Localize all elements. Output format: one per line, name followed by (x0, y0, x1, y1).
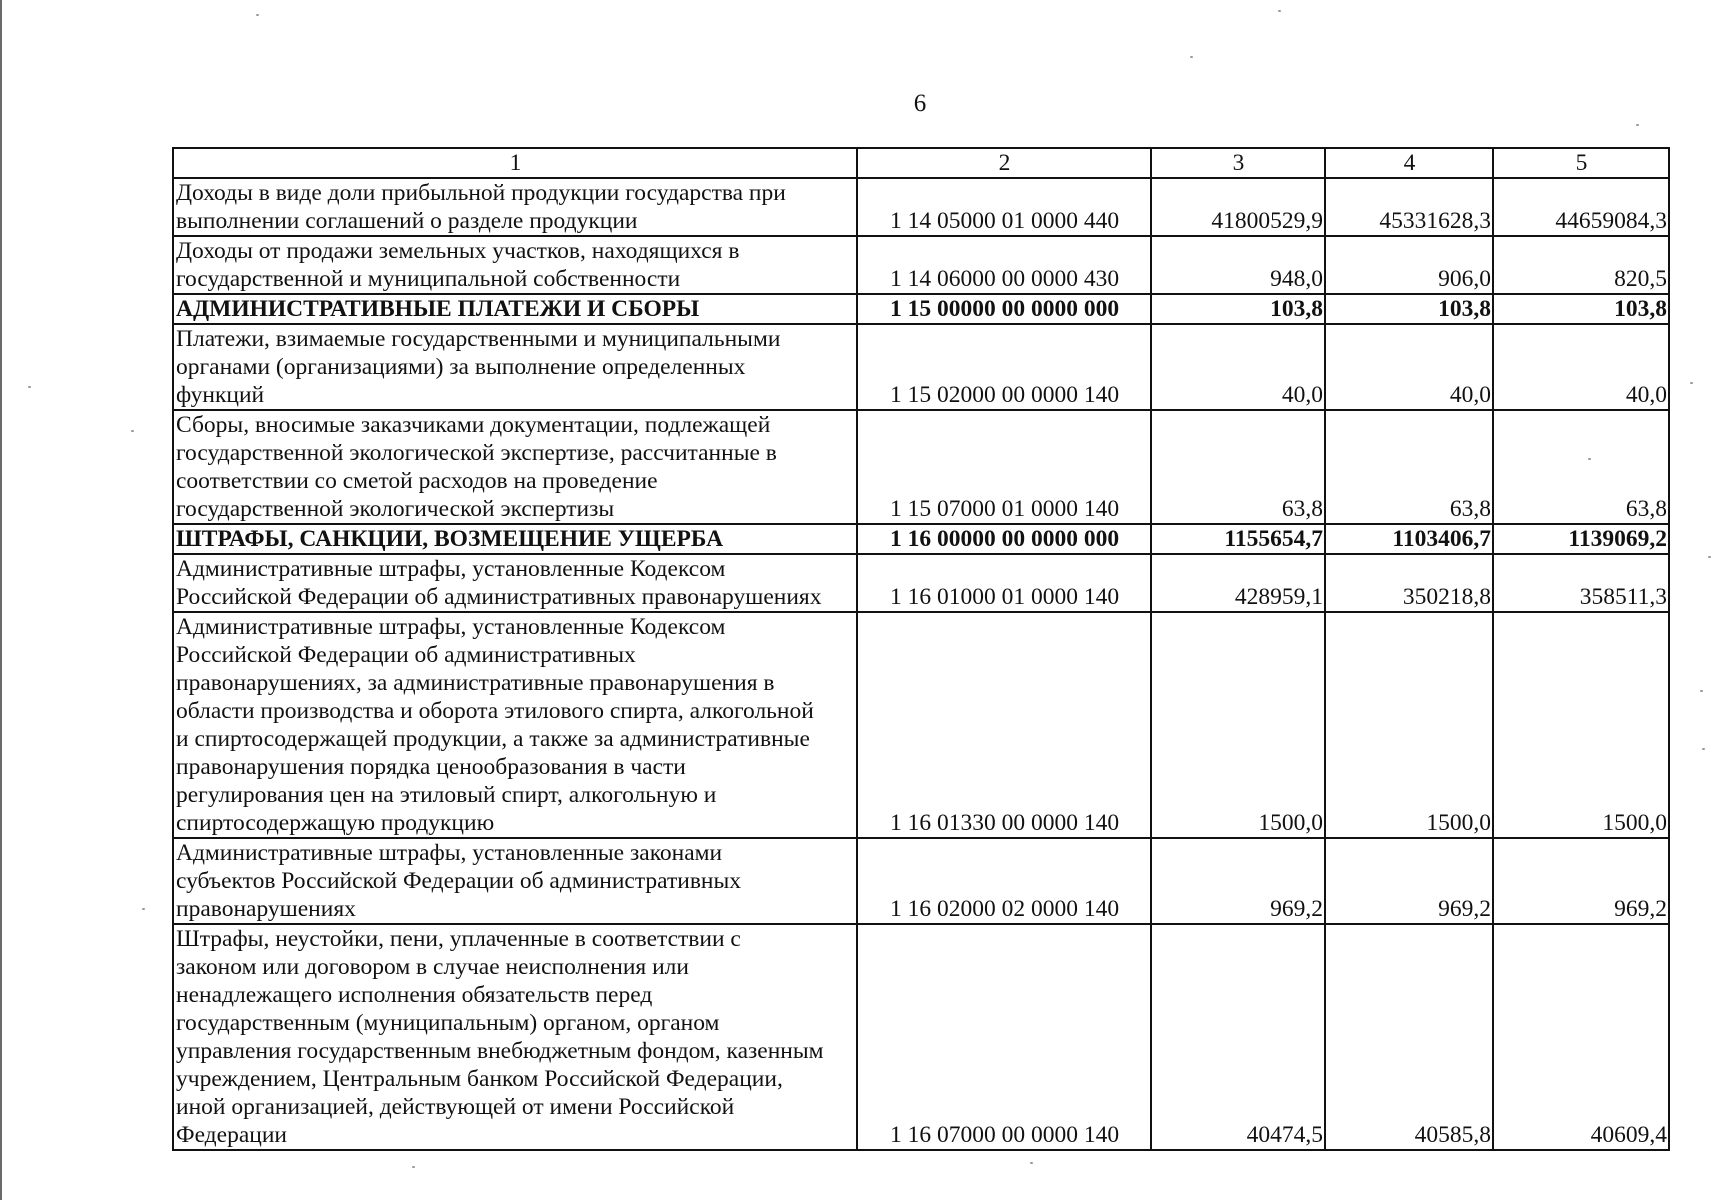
header-cell-col5: 5 (1493, 148, 1669, 178)
row-value-col3: 40474,5 (1151, 924, 1325, 1150)
table-row (173, 838, 1669, 924)
header-cell-col4: 4 (1325, 148, 1493, 178)
row-value-col4: 350218,8 (1325, 554, 1493, 612)
scan-speck (1190, 56, 1193, 58)
row-value-col4: 40585,8 (1325, 924, 1493, 1150)
row-name-line: государственной и муниципальной собственности (176, 266, 681, 292)
row-value-col4: 969,2 (1325, 838, 1493, 924)
row-value-col3: 103,8 (1151, 294, 1325, 324)
row-name-line: Административные штрафы, установленные законами (176, 840, 723, 866)
row-name-line: субъектов Российской Федерации об административных (176, 868, 742, 894)
budget-revenue-table (172, 147, 1670, 1151)
scan-speck (256, 14, 259, 16)
row-name-line: управления государственным внебюджетным фондом, казенным (176, 1038, 824, 1064)
row-value-col3: 1500,0 (1151, 612, 1325, 838)
row-name-cell (173, 612, 857, 838)
row-name-line: иной организацией, действующей от имени Российской (176, 1094, 735, 1120)
row-name-line: правонарушения порядка ценообразования в части (176, 754, 686, 780)
scan-speck (142, 908, 145, 910)
row-code-cell: 1 16 01000 01 0000 140 (857, 554, 1151, 612)
row-name-line: правонарушениях, за административные правонарушения в (176, 670, 775, 696)
row-name-line: государственной экологической экспертизе, рассчитанные в (176, 440, 777, 466)
table-row (173, 324, 1669, 410)
row-value-col3: 40,0 (1151, 324, 1325, 410)
row-value-col5: 40,0 (1493, 324, 1669, 410)
row-value-col4: 103,8 (1325, 294, 1493, 324)
row-name-cell (173, 178, 857, 236)
row-value-col4: 63,8 (1325, 410, 1493, 524)
row-name-line: области производства и оборота этилового спирта, алкогольной (176, 698, 814, 724)
row-name-line: Доходы в виде доли прибыльной продукции государства при (176, 180, 786, 206)
scan-speck (412, 1166, 415, 1168)
table-row (173, 554, 1669, 612)
row-name-cell (173, 410, 857, 524)
row-name-line: Платежи, взимаемые государственными и муниципальными (176, 326, 781, 352)
row-value-col5: 358511,3 (1493, 554, 1669, 612)
row-value-col5: 1500,0 (1493, 612, 1669, 838)
row-value-col4: 906,0 (1325, 236, 1493, 294)
row-code-cell: 1 16 07000 00 0000 140 (857, 924, 1151, 1150)
row-code-cell: 1 16 01330 00 0000 140 (857, 612, 1151, 838)
scan-speck (1588, 458, 1591, 460)
table-row (173, 924, 1669, 1150)
row-name-line: учреждением, Центральным банком Российской Федерации, (176, 1066, 783, 1092)
row-name-line: спиртосодержащую продукцию (176, 810, 495, 836)
row-code-cell: 1 15 07000 01 0000 140 (857, 410, 1151, 524)
row-code-cell: 1 15 02000 00 0000 140 (857, 324, 1151, 410)
row-name-line: Штрафы, неустойки, пени, уплаченные в соответствии с (176, 926, 741, 952)
scan-speck (1030, 1162, 1033, 1164)
table-row (173, 612, 1669, 838)
row-name-line: регулирования цен на этиловый спирт, алкогольную и (176, 782, 717, 808)
row-name-line: Федерации (176, 1122, 287, 1148)
scan-speck (1702, 748, 1705, 750)
row-name-line: Российской Федерации об административных правонарушениях (176, 584, 822, 610)
row-value-col3: 948,0 (1151, 236, 1325, 294)
scan-speck (1690, 382, 1693, 384)
scan-speck (131, 430, 134, 432)
table-row-section-total (173, 524, 1669, 554)
row-value-col3: 63,8 (1151, 410, 1325, 524)
row-value-col4: 1103406,7 (1325, 524, 1493, 554)
scan-speck (1700, 690, 1703, 692)
row-value-col3: 1155654,7 (1151, 524, 1325, 554)
row-name-cell (173, 554, 857, 612)
table-row (173, 236, 1669, 294)
row-name-cell (173, 924, 857, 1150)
row-code-cell: 1 16 00000 00 0000 000 (857, 524, 1151, 554)
table-row-section-total (173, 294, 1669, 324)
row-name-line: Сборы, вносимые заказчиками документации, подлежащей (176, 412, 771, 438)
row-value-col4: 40,0 (1325, 324, 1493, 410)
row-name-line: соответствии со сметой расходов на проведение (176, 468, 658, 494)
row-value-col5: 1139069,2 (1493, 524, 1669, 554)
row-code-cell: 1 14 05000 01 0000 440 (857, 178, 1151, 236)
row-value-col5: 103,8 (1493, 294, 1669, 324)
table-header-row (173, 148, 1669, 178)
header-cell-col1: 1 (173, 148, 857, 178)
row-name-line: выполнении соглашений о разделе продукции (176, 208, 638, 234)
row-value-col4: 1500,0 (1325, 612, 1493, 838)
scan-speck (1708, 556, 1711, 558)
row-value-col4: 45331628,3 (1325, 178, 1493, 236)
scan-speck (1278, 10, 1281, 12)
row-name-line: Административные штрафы, установленные Кодексом (176, 556, 726, 582)
header-cell-col2: 2 (857, 148, 1151, 178)
scan-speck (28, 386, 31, 388)
row-name-line: и спиртосодержащей продукции, а также за административные (176, 726, 810, 752)
row-name-cell (173, 838, 857, 924)
row-name-line: государственным (муниципальным) органом, органом (176, 1010, 720, 1036)
row-value-col5: 44659084,3 (1493, 178, 1669, 236)
scan-left-edge (0, 0, 2, 1200)
row-value-col3: 428959,1 (1151, 554, 1325, 612)
row-name-line: законом или договором в случае неисполнения или (176, 954, 689, 980)
row-name-line: ШТРАФЫ, САНКЦИИ, ВОЗМЕЩЕНИЕ УЩЕРБА (176, 526, 724, 552)
table-row (173, 410, 1669, 524)
row-name-cell (173, 324, 857, 410)
row-name-cell (173, 294, 857, 324)
scan-speck (1636, 124, 1639, 126)
page-number: 6 (913, 90, 927, 117)
row-name-line: Административные штрафы, установленные Кодексом (176, 614, 726, 640)
row-name-line: функций (176, 382, 265, 408)
row-code-cell: 1 16 02000 02 0000 140 (857, 838, 1151, 924)
row-value-col5: 820,5 (1493, 236, 1669, 294)
row-name-line: АДМИНИСТРАТИВНЫЕ ПЛАТЕЖИ И СБОРЫ (176, 296, 700, 322)
table-row (173, 178, 1669, 236)
row-value-col3: 969,2 (1151, 838, 1325, 924)
row-name-cell (173, 236, 857, 294)
row-name-line: ненадлежащего исполнения обязательств перед (176, 982, 653, 1008)
row-value-col5: 63,8 (1493, 410, 1669, 524)
row-value-col5: 969,2 (1493, 838, 1669, 924)
row-code-cell: 1 15 00000 00 0000 000 (857, 294, 1151, 324)
row-name-line: Российской Федерации об административных (176, 642, 636, 668)
row-value-col5: 40609,4 (1493, 924, 1669, 1150)
row-name-line: государственной экологической экспертизы (176, 496, 615, 522)
row-code-cell: 1 14 06000 00 0000 430 (857, 236, 1151, 294)
row-name-line: правонарушениях (176, 896, 356, 922)
row-name-cell (173, 524, 857, 554)
header-cell-col3: 3 (1151, 148, 1325, 178)
row-name-line: Доходы от продажи земельных участков, находящихся в (176, 238, 740, 264)
row-value-col3: 41800529,9 (1151, 178, 1325, 236)
row-name-line: органами (организациями) за выполнение определенных (176, 354, 746, 380)
